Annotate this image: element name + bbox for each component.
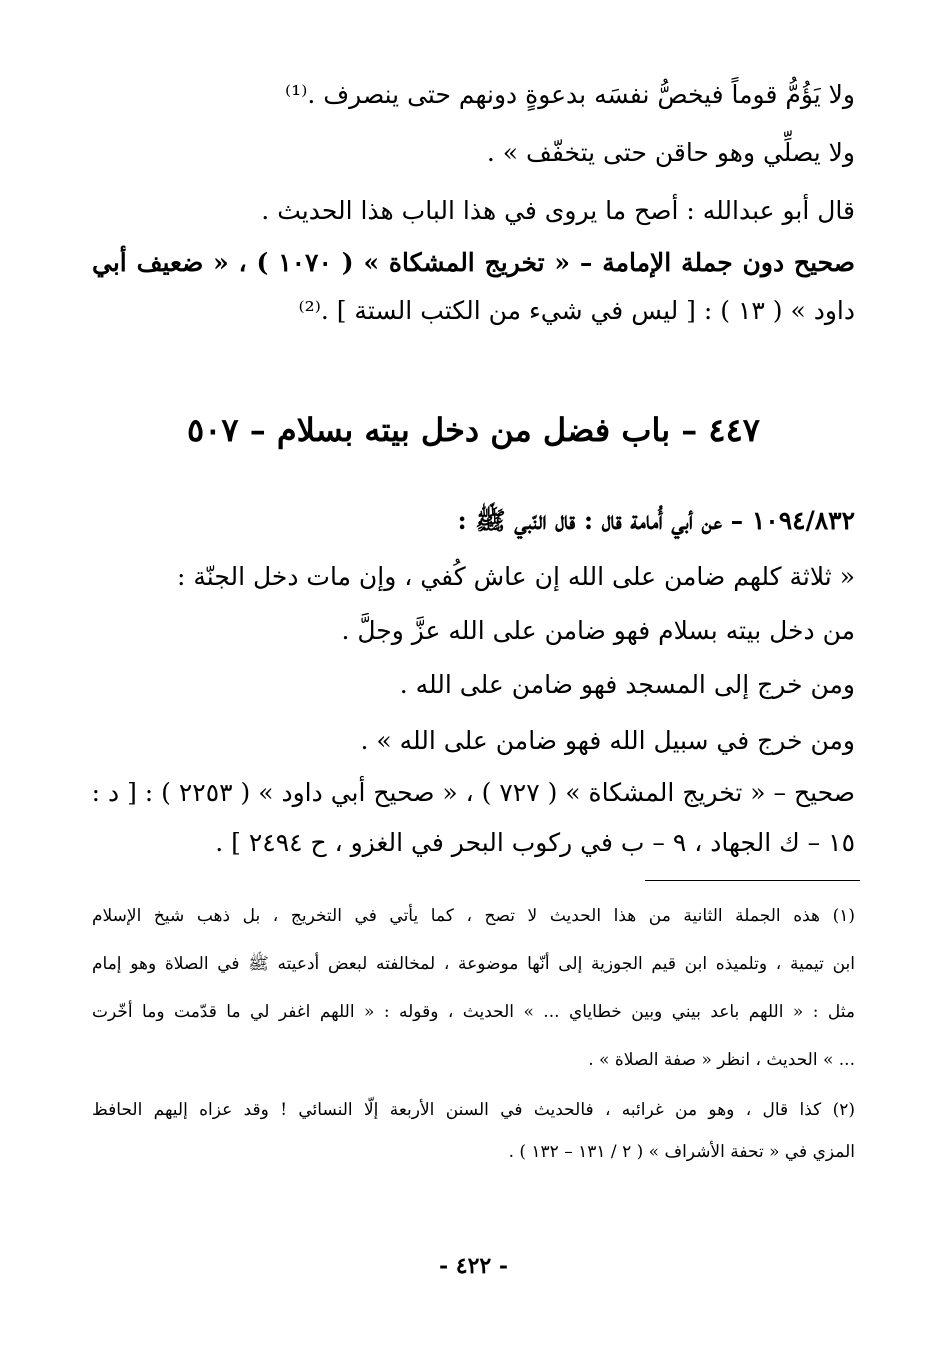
text-line: ولا يصلِّي وهو حاقن حتى يتخفّف » . [486, 138, 855, 167]
source-line: ١٥ – ك الجهاد ، ٩ – ب في ركوب البحر في الغزو ، ح ٢٤٩٤ ] . [215, 828, 855, 857]
hadith-number-line: ١٠٩٤/٨٣٢ – عن أبي أُمامة قال : قال النّبي ﷺ : [457, 506, 855, 535]
grading-line: صحيح – « تخريج المشكاة » ( ٧٢٧ ) ، « صحيح أبي داود » ( ٢٢٥٣ ) : [ د : [91, 778, 855, 807]
text-line: ولا يَؤُمُّ قوماً فيخصُّ نفسَه بدعوةٍ دونهم حتى ينصرف .⁽¹⁾ [285, 80, 855, 109]
footnote-divider [645, 880, 860, 881]
hadith-text-line: ومن خرج في سبيل الله فهو ضامن على الله » . [360, 726, 855, 755]
footnote-line: ... » الحديث ، انظر « صفة الصلاة » . [588, 1050, 855, 1070]
footnote-line: (١) هذه الجملة الثانية من هذا الحديث لا تصح ، كما يأتي في التخريج ، بل ذهب شيخ الإسلام [92, 906, 855, 926]
footnote-line: ابن تيمية ، وتلميذه ابن قيم الجوزية إلى أنّها موضوعة ، لمخالفته لبعض أدعيته ﷺ في الصلاة وهو إمام [92, 954, 855, 974]
hadith-text-line: من دخل بيته بسلام فهو ضامن على الله عزَّ وجلَّ . [341, 616, 855, 645]
chapter-heading: ٤٤٧ – باب فضل من دخل بيته بسلام – ٥٠٧ [187, 411, 760, 449]
footnote-line: المزي في « تحفة الأشراف » ( ٢ / ١٣١ – ١٣٢ ) . [508, 1142, 855, 1162]
text-line: قال أبو عبدالله : أصح ما يروى في هذا الباب هذا الحديث . [261, 196, 855, 225]
footnote-line: مثل : « اللهم باعد بيني وبين خطاياي ... » الحديث ، وقوله : « اللهم اغفر لي ما قدّمت وما أخّرت [92, 1002, 855, 1022]
hadith-text-line: ومن خرج إلى المسجد فهو ضامن على الله . [399, 670, 855, 699]
grading-line: صحيح دون جملة الإمامة – « تخريج المشكاة » ( ١٠٧٠ ) ، « ضعيف أبي [92, 248, 855, 277]
page-number: - ٤٢٢ - [438, 1253, 509, 1279]
hadith-text-line: « ثلاثة كلهم ضامن على الله إن عاش كُفي ، وإن مات دخل الجنّة : [177, 562, 855, 591]
text-line: داود » ( ١٣ ) : [ ليس في شيء من الكتب الستة ] .⁽²⁾ [298, 296, 855, 325]
footnote-line: (٢) كذا قال ، وهو من غرائبه ، فالحديث في السنن الأربعة إلّا النسائي ! وقد عزاه إليهم الحافظ [92, 1100, 855, 1120]
